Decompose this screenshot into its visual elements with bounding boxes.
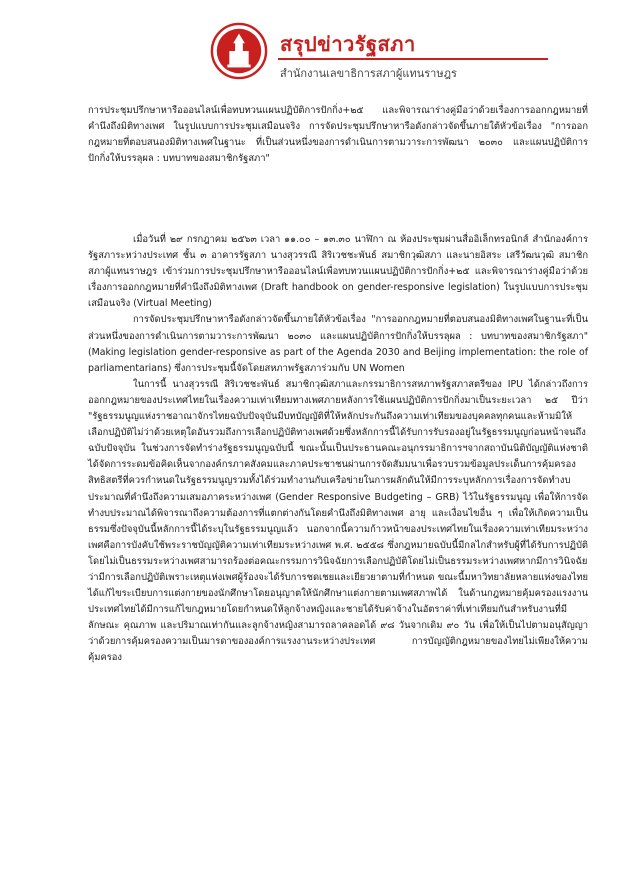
- body-paragraph: การจัดประชุมปรึกษาหารือดังกล่าวจัดขึ้นภายใต้หัวข้อเรื่อง "การออกกฎหมายที่ตอบสนองมิติทางเพศในฐานะที่เป็นส่วนหนึ่งของการดำเนินการตามวาระการพัฒนา ๒๐๓๐ และแผนปฏิบัติการปักกิ่งให้บรรลุผล : บทบาทของสมาชิกรัฐสภา" (Making legislation gender-responsive as part of the Agenda 2030 and Beijing implementation: the role of parliamentarians) ซึ่งการประชุมนี้จัดโดยสหภาพรัฐสภาร่วมกับ UN Women: [88, 314, 588, 374]
- page-header: [210, 22, 570, 84]
- publication-title: สรุปข่าวรัฐสภา: [280, 32, 416, 56]
- body-paragraph: เมื่อวันที่ ๒๙ กรกฎาคม ๒๕๖๓ เวลา ๑๑.๐๐ – ๑๓.๓๐ นาฬิกา ณ ห้องประชุมผ่านสื่ออิเล็กทรอนิกส์ สำนักองค์การรัฐสภาระหว่างประเทศ ชั้น ๓ อาคารรัฐสภา นางสุวรรณี สิริเวชชะพันธ์ สมาชิกวุฒิสภา และนายอิสระ เสรีวัฒนวุฒิ สมาชิกสภาผู้แทนราษฎร เข้าร่วมการประชุมปรึกษาหารือออนไลน์เพื่อทบทวนแผนปฏิบัติการปักกิ่ง+๒๕ และพิจารณาร่างคู่มือว่าด้วยเรื่องการออกกฎหมายที่คำนึงถึงมิติทางเพศ (Draft handbook on gender-responsive legislation) ในรูปแบบการประชุมเสมือนจริง (Virtual Meeting): [88, 234, 588, 310]
- body-paragraph: ในการนี้ นางสุวรรณี สิริเวชชะพันธ์ สมาชิกวุฒิสภาและกรรมาธิการสหภาพรัฐสภาสตรีของ IPU ได้กล่าวถึงการออกกฎหมายของประเทศไทยในเรื่องความเท่าเทียมทางเพศภายหลังการใช้แผนปฏิบัติการปักกิ่งมาเป็นระยะเวลา ๒๕ ปีว่า "รัฐธรรมนูญแห่งราชอาณาจักรไทยฉบับปัจจุบันมีบทบัญญัติที่ให้หลักประกันถึงความเท่าเทียมของบุคคลทุกคนและห้ามมิให้เลือกปฏิบัติไม่ว่าด้วยเหตุใดอันรวมถึงการเลือกปฏิบัติทางเพศด้วยซึ่งหลักการนี้ได้รับการรับรองอยู่ในรัฐธรรมนูญก่อนหน้าจนถึงฉบับปัจจุบัน ในช่วงการจัดทำร่างรัฐธรรมนูญฉบับนี้ ขณะนั้นเป็นประธานคณะอนุกรรมาธิการฯจากสถาบันนิติบัญญัติแห่งชาติได้จัดการระดมข้อคิดเห็นจากองค์กรภาคสังคมและภาคประชาชนผ่านการจัดสัมมนาเพื่อรวบรวมข้อมูลประเด็นการคุ้มครองสิทธิสตรีที่ควรกำหนดในรัฐธรรมนูญรวมทั้งได้ร่วมทำงานกับเครือข่ายในการผลักดันให้มีการระบุหลักการเรื่องการจัดทำงบประมาณที่คำนึงถึงความเสมอภาคระหว่างเพศ (Gender Responsive Budgeting – GRB) ไว้ในรัฐธรรมนูญ เพื่อให้การจัดทำงบประมาณได้พิจารณาถึงความต้องการที่แตกต่างกันโดยคำนึงถึงมิติทางเพศ อายุ และเงื่อนไขอื่น ๆ เพื่อให้เกิดความเป็นธรรมซึ่งปัจจุบันนี้หลักการนี้ได้ระบุในรัฐธรรมนูญแล้ว นอกจากนี้ความก้าวหน้าของประเทศไทยในเรื่องความเท่าเทียมระหว่างเพศคือการบังคับใช้พระราชบัญญัติความเท่าเทียมระหว่างเพศ พ.ศ. ๒๕๕๘ ซึ่งกฎหมายฉบับนี้มีกลไกสำหรับผู้ที่ได้รับการปฏิบัติโดยไม่เป็นธรรมระหว่างเพศสามารถร้องต่อคณะกรรมการวินิจฉัยการเลือกปฏิบัติโดยไม่เป็นธรรมระหว่างเพศหากมีการวินิจฉัยว่ามีการเลือกปฏิบัติเพราะเหตุแห่งเพศผู้ร้องจะได้รับการชดเชยและเยียวยาตามที่กำหนด ขณะนี้มหาวิทยาลัยหลายแห่งของไทยได้แก้ไขระเบียบการแต่งกายของนักศึกษาโดยอนุญาตให้นักศึกษาแต่งกายตามเพศสภาพได้ ในด้านกฎหมายคุ้มครองแรงงาน ประเทศไทยได้มีการแก้ไขกฎหมายโดยกำหนดให้ลูกจ้างหญิงและชายได้รับค่าจ้างในอัตราค่าที่เท่าเทียมกันสำหรับงานที่มีลักษณะ คุณภาพ และปริมาณเท่ากันและลูกจ้างหญิงสามารถลาคลอดได้ ๙๘ วันจากเดิม ๙๐ วัน เพื่อให้เป็นไปตามอนุสัญญาว่าด้วยการคุ้มครองความเป็นมารดาขององค์การแรงงานระหว่างประเทศ การบัญญัติกฎหมายของไทยไม่เพียงให้ความคุ้มครอง: [88, 378, 588, 664]
- title-divider: [278, 58, 548, 60]
- document-body: [88, 232, 588, 667]
- heading-paragraph: การประชุมปรึกษาหารือออนไลน์เพื่อทบทวนแผนปฏิบัติการปักกิ่ง+๒๕ และพิจารณาร่างคู่มือว่าด้วยเรื่องการออกกฎหมายที่คำนึงถึงมิติทางเพศ ในรูปแบบการประชุมเสมือนจริง การจัดประชุมปรึกษาหารือดังกล่าวจัดขึ้นภายใต้หัวข้อเรื่อง "การออกกฎหมายที่ตอบสนองมิติทางเพศในฐานะ ที่เป็นส่วนหนึ่งของการดำเนินการตามวาระการพัฒนา ๒๐๓๐ และแผนปฏิบัติการปักกิ่งให้บรรลุผล : บทบาทของสมาชิกรัฐสภา": [88, 105, 588, 165]
- publication-subtitle: สำนักงานเลขาธิการสภาผู้แทนราษฎร: [280, 67, 457, 80]
- parliament-seal-icon: [210, 22, 268, 80]
- document-heading: [88, 103, 588, 167]
